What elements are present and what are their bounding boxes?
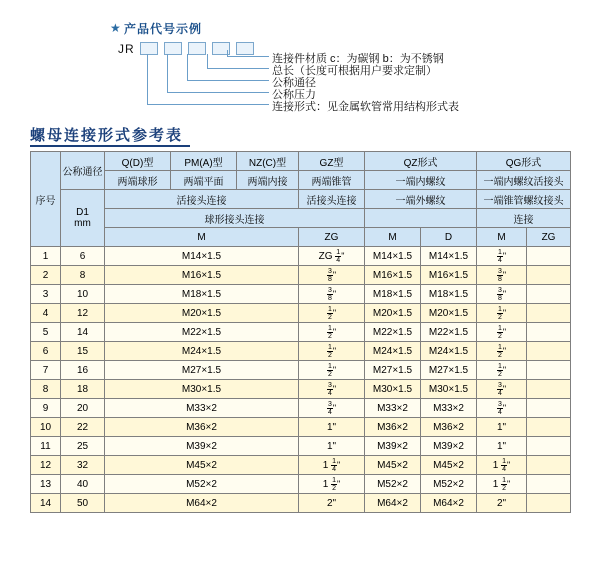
code-box	[188, 42, 206, 55]
header-unit-qz-m: M	[365, 228, 421, 247]
cell-zg: $\frac{1}{2}$ "	[299, 361, 365, 380]
header-group-pma: PM(A)型	[171, 152, 237, 171]
legend-item-nominal-diameter: 公称通径	[272, 77, 316, 89]
cell-qg-m: 1"	[477, 437, 527, 456]
cell-m: M36×2	[105, 418, 299, 437]
cell-m: M22×1.5	[105, 323, 299, 342]
header-group-gz: GZ型	[299, 152, 365, 171]
cell-qg-m: $\frac{1}{2}$ "	[477, 361, 527, 380]
cell-seq: 1	[31, 247, 61, 266]
leader-line-4h	[167, 92, 269, 93]
header-connection-qz	[365, 209, 477, 228]
header-nzc-desc: 两端内接	[237, 171, 299, 190]
header-unit-m: M	[105, 228, 299, 247]
cell-seq: 13	[31, 475, 61, 494]
header-d1: D1	[76, 207, 89, 218]
header-taper-thread-joint: 一端锥管螺纹接头	[477, 190, 571, 209]
cell-dn: 6	[61, 247, 105, 266]
cell-qz-d: M22×1.5	[421, 323, 477, 342]
table-row	[31, 380, 571, 399]
product-code-legend	[0, 0, 600, 118]
leader-line-3	[187, 54, 188, 80]
cell-qg-m: 1"	[477, 418, 527, 437]
cell-qz-d: M24×1.5	[421, 342, 477, 361]
table-row	[31, 494, 571, 513]
cell-qz-m: M20×1.5	[365, 304, 421, 323]
header-group-nzc: NZ(C)型	[237, 152, 299, 171]
cell-dn: 32	[61, 456, 105, 475]
header-d1-stack	[61, 190, 105, 247]
cell-qg-m: $\frac{1}{2}$ "	[477, 342, 527, 361]
header-group-qz: QZ形式	[365, 152, 477, 171]
table-head	[31, 152, 571, 247]
header-qg-desc: 一端内螺纹活接头	[477, 171, 571, 190]
table-row	[31, 285, 571, 304]
cell-zg: ZG $\frac{1}{4}$ "	[299, 247, 365, 266]
cell-zg: $\frac{3}{4}$ "	[299, 399, 365, 418]
header-connection-qg: 连接	[477, 209, 571, 228]
cell-qg-zg	[527, 266, 571, 285]
cell-m: M52×2	[105, 475, 299, 494]
cell-qz-m: M16×1.5	[365, 266, 421, 285]
table-body	[31, 247, 571, 513]
cell-dn: 15	[61, 342, 105, 361]
legend-item-nominal-pressure: 公称压力	[272, 89, 316, 101]
cell-qz-m: M18×1.5	[365, 285, 421, 304]
cell-qz-m: M22×1.5	[365, 323, 421, 342]
header-unit-qz-d: D	[421, 228, 477, 247]
cell-zg: $\frac{1}{2}$ "	[299, 304, 365, 323]
cell-m: M39×2	[105, 437, 299, 456]
cell-qg-m: $\frac{3}{4}$ "	[477, 380, 527, 399]
cell-qz-d: M14×1.5	[421, 247, 477, 266]
cell-dn: 20	[61, 399, 105, 418]
leader-line-5	[147, 54, 148, 104]
cell-dn: 12	[61, 304, 105, 323]
header-unit-zg: ZG	[299, 228, 365, 247]
table-row	[31, 399, 571, 418]
header-row-2	[31, 171, 571, 190]
cell-qz-d: M16×1.5	[421, 266, 477, 285]
cell-m: M14×1.5	[105, 247, 299, 266]
cell-qz-m: M27×1.5	[365, 361, 421, 380]
cell-dn: 22	[61, 418, 105, 437]
cell-dn: 50	[61, 494, 105, 513]
cell-m: M27×1.5	[105, 361, 299, 380]
table-row	[31, 323, 571, 342]
cell-seq: 6	[31, 342, 61, 361]
header-group-qd: Q(D)型	[105, 152, 171, 171]
header-unit-qg-zg: ZG	[527, 228, 571, 247]
header-row-4	[31, 209, 571, 228]
header-row-5	[31, 228, 571, 247]
header-pma-desc: 两端平面	[171, 171, 237, 190]
cell-m: M18×1.5	[105, 285, 299, 304]
table-title: 螺母连接形式参考表	[30, 127, 184, 144]
cell-qg-zg	[527, 418, 571, 437]
header-row-3	[31, 190, 571, 209]
legend-item-connection-type: 连接形式：见金属软管常用结构形式表	[272, 101, 459, 113]
table-row	[31, 456, 571, 475]
cell-qz-d: M20×1.5	[421, 304, 477, 323]
cell-dn: 8	[61, 266, 105, 285]
code-box	[236, 42, 254, 55]
cell-dn: 16	[61, 361, 105, 380]
leader-line-3h	[187, 80, 269, 81]
leader-line-2	[207, 54, 208, 68]
cell-seq: 7	[31, 361, 61, 380]
cell-m: M16×1.5	[105, 266, 299, 285]
header-union-connection-1: 活接头连接	[105, 190, 299, 209]
cell-dn: 25	[61, 437, 105, 456]
cell-qg-zg	[527, 285, 571, 304]
cell-dn: 14	[61, 323, 105, 342]
title-underline	[30, 145, 190, 147]
cell-qg-zg	[527, 304, 571, 323]
header-unit-qg-m: M	[477, 228, 527, 247]
cell-qg-zg	[527, 342, 571, 361]
cell-zg: 1 $\frac{1}{2}$ "	[299, 475, 365, 494]
cell-qg-zg	[527, 475, 571, 494]
cell-seq: 11	[31, 437, 61, 456]
cell-qg-zg	[527, 380, 571, 399]
cell-qg-m: $\frac{3}{8}$ "	[477, 285, 527, 304]
cell-seq: 9	[31, 399, 61, 418]
cell-qz-m: M64×2	[365, 494, 421, 513]
cell-qg-zg	[527, 323, 571, 342]
header-qd-desc: 两端球形	[105, 171, 171, 190]
cell-dn: 40	[61, 475, 105, 494]
code-box	[140, 42, 158, 55]
cell-zg: 1"	[299, 437, 365, 456]
cell-seq: 10	[31, 418, 61, 437]
header-qz-desc: 一端内螺纹	[365, 171, 477, 190]
cell-qg-m: $\frac{1}{4}$ "	[477, 247, 527, 266]
cell-qz-d: M33×2	[421, 399, 477, 418]
cell-qg-m: $\frac{3}{8}$ "	[477, 266, 527, 285]
cell-qg-m: $\frac{1}{2}$ "	[477, 304, 527, 323]
cell-qg-m: 2"	[477, 494, 527, 513]
cell-seq: 8	[31, 380, 61, 399]
cell-m: M64×2	[105, 494, 299, 513]
cell-zg: $\frac{3}{8}$ "	[299, 285, 365, 304]
table-row	[31, 342, 571, 361]
legend-title: 产品代号示例	[124, 22, 203, 36]
table-row	[31, 475, 571, 494]
cell-qg-zg	[527, 456, 571, 475]
cell-zg: $\frac{3}{8}$ "	[299, 266, 365, 285]
code-boxes	[140, 42, 257, 55]
header-mm: mm	[74, 218, 91, 229]
cell-dn: 18	[61, 380, 105, 399]
cell-qg-zg	[527, 399, 571, 418]
header-row-groups	[31, 152, 571, 171]
cell-m: M30×1.5	[105, 380, 299, 399]
table-row	[31, 247, 571, 266]
cell-qz-m: M36×2	[365, 418, 421, 437]
header-ball-joint-connection: 球形接头连接	[105, 209, 365, 228]
table-row	[31, 304, 571, 323]
leader-line-1h	[227, 56, 269, 57]
star-icon: ★	[110, 21, 121, 35]
cell-qz-d: M64×2	[421, 494, 477, 513]
cell-m: M45×2	[105, 456, 299, 475]
cell-qz-d: M52×2	[421, 475, 477, 494]
cell-zg: 2"	[299, 494, 365, 513]
legend-item-material: 连接件材质 c：为碳钢 b：为不锈钢	[272, 53, 444, 65]
cell-zg: 1 $\frac{1}{4}$ "	[299, 456, 365, 475]
cell-qz-d: M36×2	[421, 418, 477, 437]
cell-qz-m: M33×2	[365, 399, 421, 418]
cell-qg-zg	[527, 361, 571, 380]
cell-qg-m: $\frac{3}{4}$ "	[477, 399, 527, 418]
legend-item-length: 总长（长度可根据用户要求定制）	[272, 65, 437, 77]
cell-seq: 5	[31, 323, 61, 342]
cell-m: M20×1.5	[105, 304, 299, 323]
cell-qz-d: M18×1.5	[421, 285, 477, 304]
cell-qz-m: M39×2	[365, 437, 421, 456]
cell-qz-d: M39×2	[421, 437, 477, 456]
cell-qz-d: M45×2	[421, 456, 477, 475]
header-dn: 公称通径	[61, 152, 105, 190]
leader-line-4	[167, 54, 168, 92]
cell-qz-m: M14×1.5	[365, 247, 421, 266]
header-group-qg: QG形式	[477, 152, 571, 171]
cell-qg-m: 1 $\frac{1}{2}$ "	[477, 475, 527, 494]
header-union-connection-2: 活接头连接	[299, 190, 365, 209]
header-external-thread: 一端外螺纹	[365, 190, 477, 209]
cell-m: M24×1.5	[105, 342, 299, 361]
cell-qg-m: 1 $\frac{1}{4}$ "	[477, 456, 527, 475]
cell-seq: 14	[31, 494, 61, 513]
header-seq: 序号	[31, 152, 61, 247]
cell-qg-zg	[527, 494, 571, 513]
table-row	[31, 418, 571, 437]
cell-m: M33×2	[105, 399, 299, 418]
cell-dn: 10	[61, 285, 105, 304]
table-row	[31, 437, 571, 456]
cell-qz-m: M45×2	[365, 456, 421, 475]
cell-seq: 2	[31, 266, 61, 285]
cell-seq: 4	[31, 304, 61, 323]
cell-qz-d: M30×1.5	[421, 380, 477, 399]
cell-qz-m: M30×1.5	[365, 380, 421, 399]
cell-zg: $\frac{1}{2}$ "	[299, 342, 365, 361]
table-row	[31, 361, 571, 380]
cell-qz-d: M27×1.5	[421, 361, 477, 380]
header-gz-desc: 两端锥管	[299, 171, 365, 190]
table-row	[31, 266, 571, 285]
cell-qz-m: M52×2	[365, 475, 421, 494]
cell-seq: 3	[31, 285, 61, 304]
leader-line-2h	[207, 68, 269, 69]
cell-qg-m: $\frac{1}{2}$ "	[477, 323, 527, 342]
cell-qg-zg	[527, 437, 571, 456]
cell-qz-m: M24×1.5	[365, 342, 421, 361]
leader-line-5h	[147, 104, 269, 105]
nut-connection-reference-table	[30, 151, 571, 513]
code-prefix: JR	[118, 42, 135, 56]
cell-qg-zg	[527, 247, 571, 266]
cell-seq: 12	[31, 456, 61, 475]
cell-zg: $\frac{3}{4}$ "	[299, 380, 365, 399]
cell-zg: 1"	[299, 418, 365, 437]
cell-zg: $\frac{1}{2}$ "	[299, 323, 365, 342]
